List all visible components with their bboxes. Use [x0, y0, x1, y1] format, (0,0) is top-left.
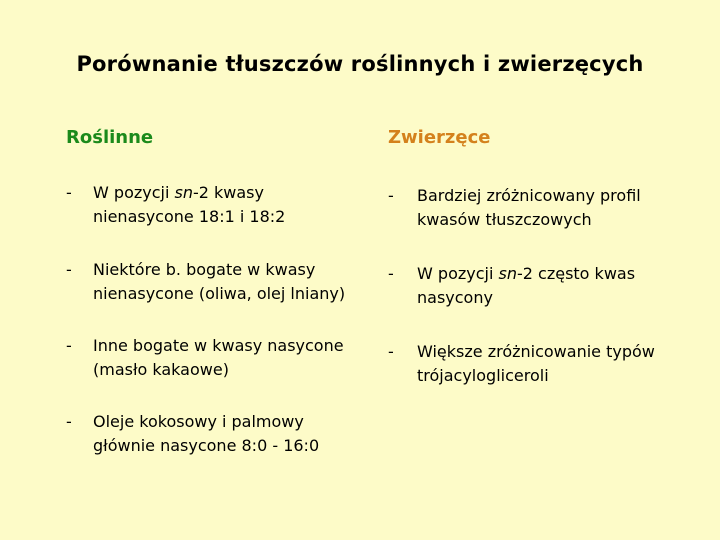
left-item-3-line1: Inne bogate w kwasy nasycone	[93, 336, 344, 355]
left-item-1-line2: nienasycone 18:1 i 18:2	[93, 207, 286, 226]
left-heading: Roślinne	[66, 127, 154, 148]
bullet-dash: -	[66, 260, 72, 279]
right-heading: Zwierzęce	[388, 127, 491, 148]
bullet-dash: -	[388, 342, 394, 361]
right-item-2-line1: W pozycji sn-2 często kwas	[417, 264, 636, 283]
right-item-3-line1: Większe zróżnicowanie typów	[417, 342, 655, 361]
bullet-dash: -	[388, 264, 394, 283]
left-item-2-line2: nienasycone (oliwa, olej lniany)	[93, 284, 346, 303]
right-item-3-line2: trójacylogliceroli	[417, 366, 549, 385]
right-item-1-line1: Bardziej zróżnicowany profil	[417, 186, 641, 205]
slide-title: Porównanie tłuszczów roślinnych i zwierzęcych	[76, 52, 644, 76]
bullet-dash: -	[66, 183, 72, 202]
left-item-1-line1: W pozycji sn-2 kwasy	[93, 183, 264, 202]
bullet-dash: -	[388, 186, 394, 205]
left-item-4-line1: Oleje kokosowy i palmowy	[93, 412, 304, 431]
left-item-3-line2: (masło kakaowe)	[93, 360, 229, 379]
bullet-dash: -	[66, 336, 72, 355]
bullet-dash: -	[66, 412, 72, 431]
left-item-4-line2: głównie nasycone 8:0 - 16:0	[93, 436, 320, 455]
right-item-2-line2: nasycony	[417, 288, 493, 307]
left-item-2-line1: Niektóre b. bogate w kwasy	[93, 260, 316, 279]
right-item-1-line2: kwasów tłuszczowych	[417, 210, 592, 229]
